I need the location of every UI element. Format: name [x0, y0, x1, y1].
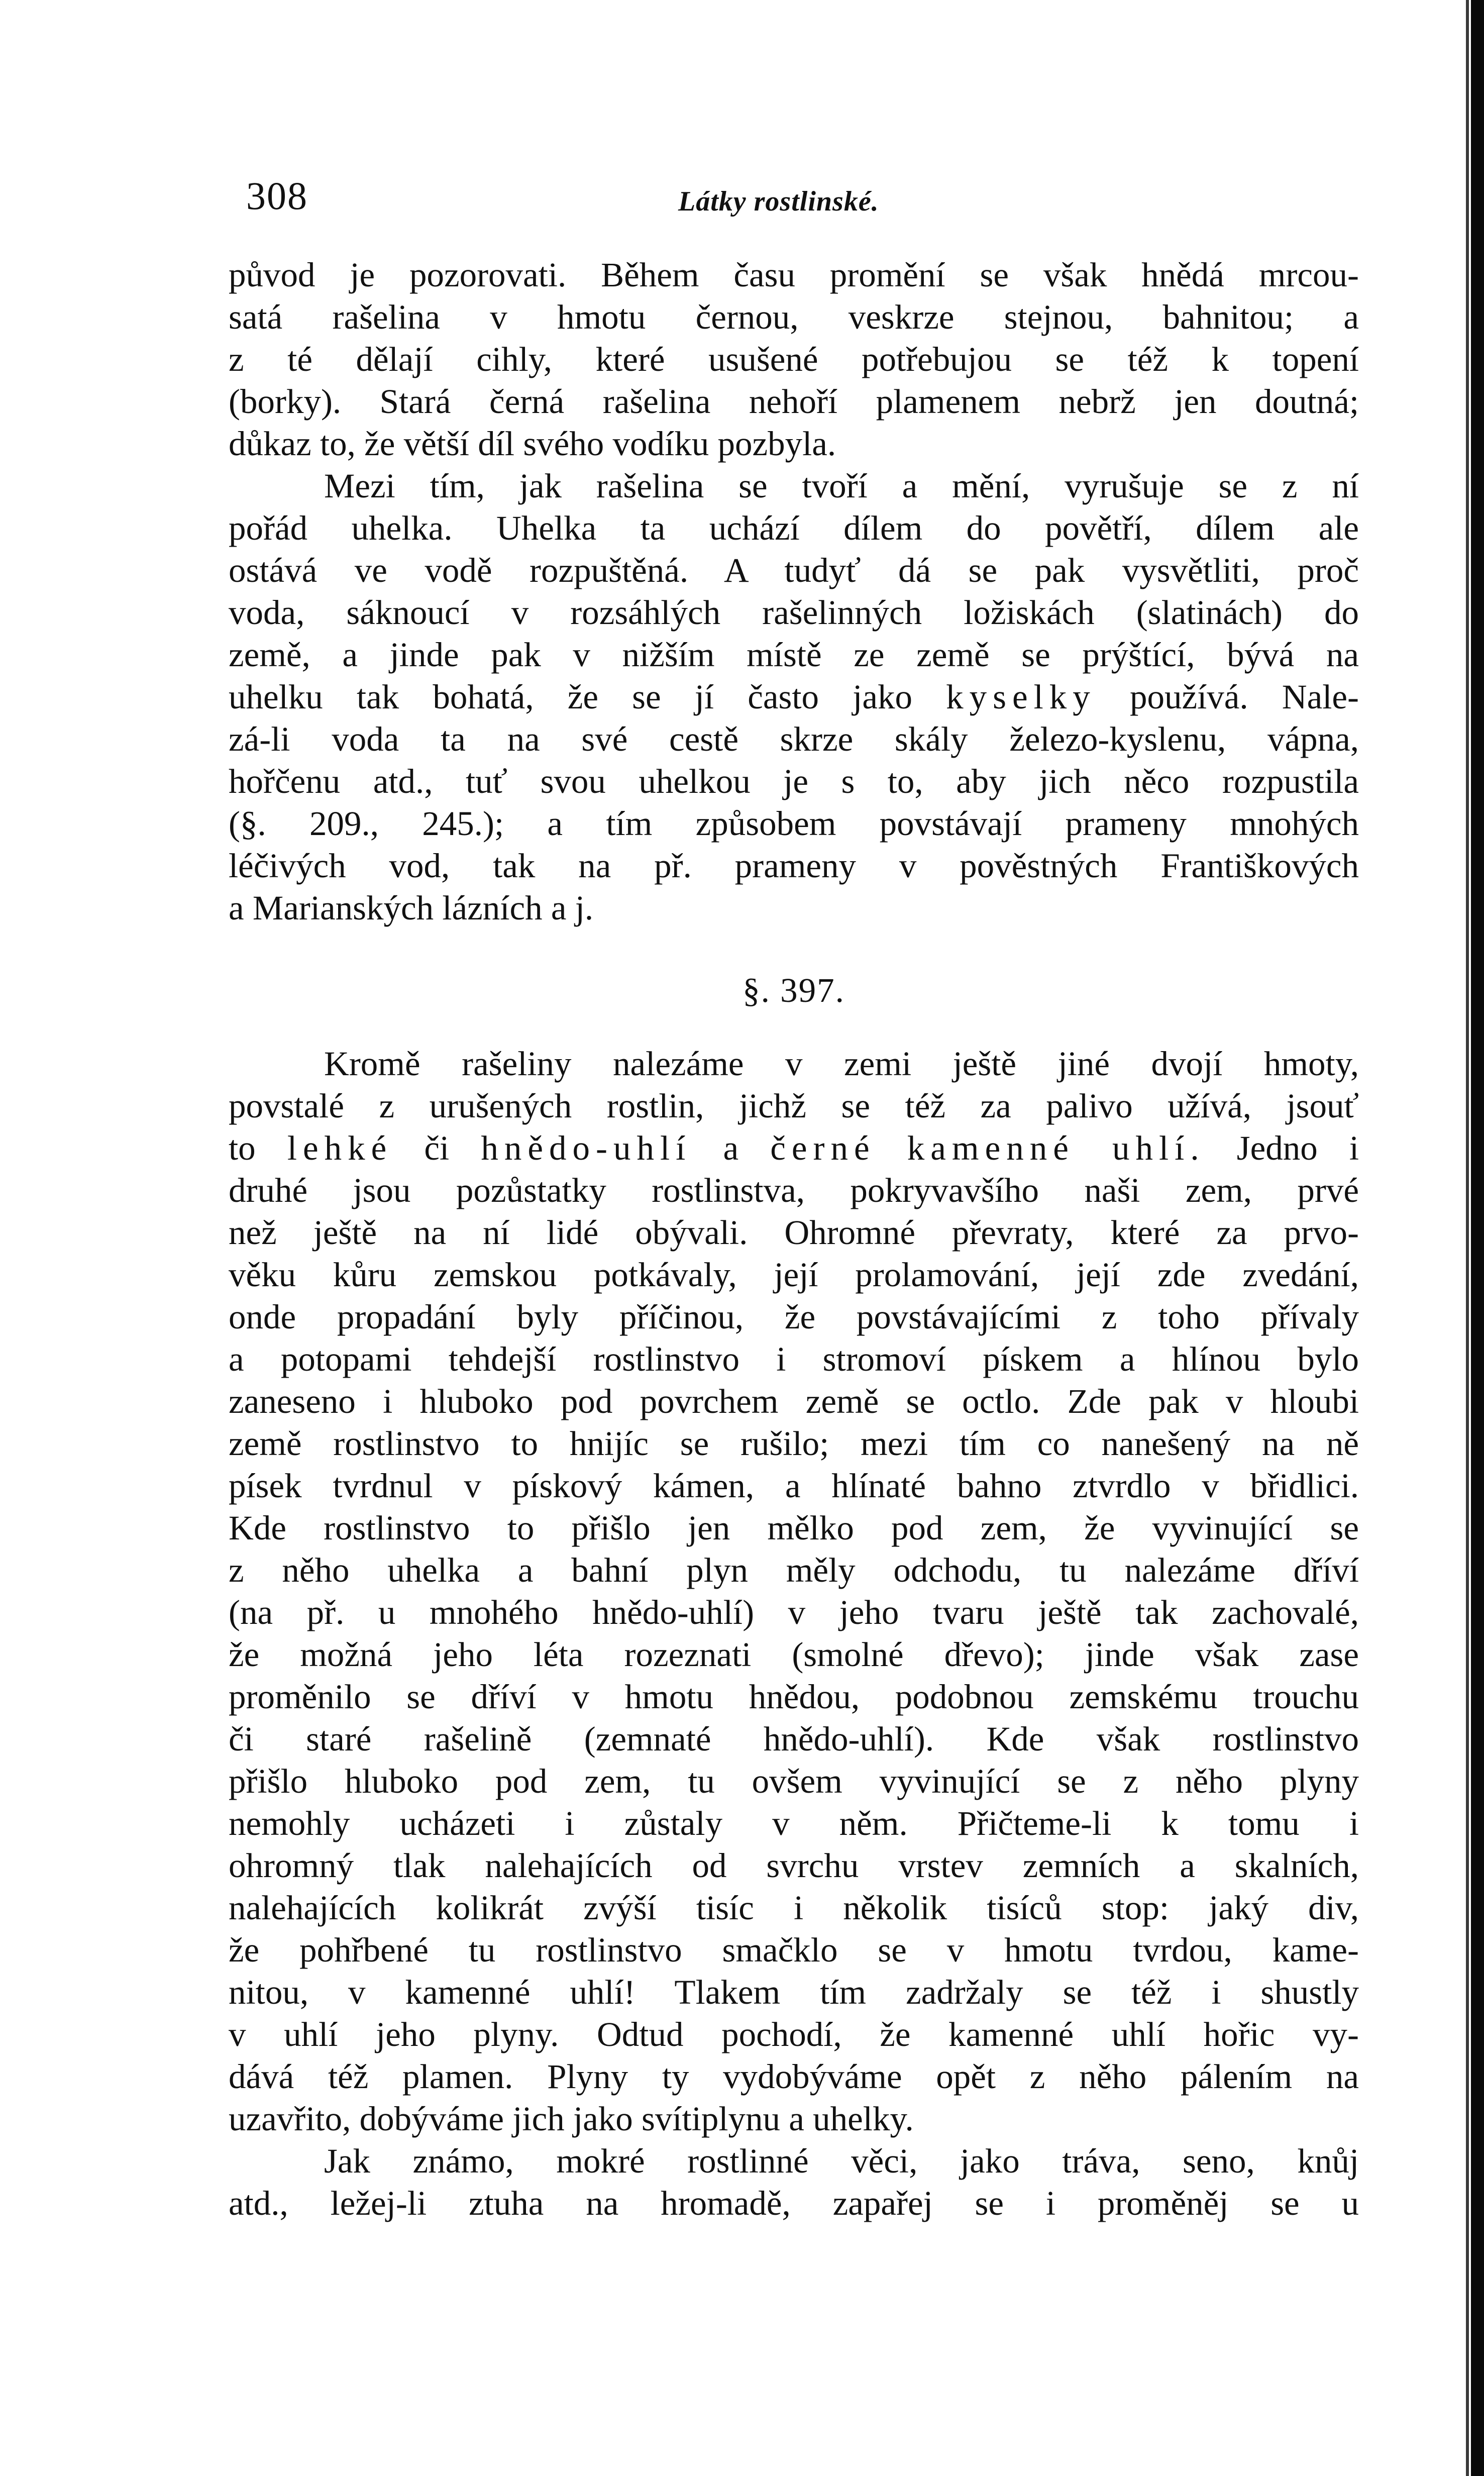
text-line: Mezi tím, jak rašelina se tvoří a mění, vyrušuje se z ní: [324, 467, 1359, 505]
text-line: ohromný tlak nalehajících od svrchu vrstev zemních a skalních,: [229, 1846, 1359, 1885]
text-fragment: Nale-: [1282, 678, 1359, 716]
text-line: voda, sáknoucí v rozsáhlých rašelinných ložiskách (slatinách) do: [229, 593, 1359, 632]
text-line: a Marianských lázních a j.: [229, 889, 594, 927]
page-number: 308: [246, 174, 308, 218]
text-line-mixed: [229, 676, 1359, 718]
text-line: nalehajících kolikrát zvýší tisíc i několik tisíců stop: jaký div,: [229, 1889, 1359, 1927]
text-fragment: a: [723, 1129, 739, 1167]
body-text: [229, 254, 1359, 2224]
text-line: druhé jsou pozůstatky rostlinstva, pokryvavšího naši zem, prvé: [229, 1171, 1359, 1209]
text-line: písek tvrdnul v pískový kámen, a hlínaté bahno ztvrdlo v břidlici.: [229, 1467, 1359, 1505]
text-line: země, a jinde pak v nižším místě ze země se prýštící, bývá na: [229, 636, 1359, 674]
text-line: satá rašelina v hmotu černou, veskrze stejnou, bahnitou; a: [229, 298, 1359, 336]
text-line: léčivých vod, tak na př. prameny v pověstných Františkových: [229, 847, 1359, 885]
text-line: Kde rostlinstvo to přišlo jen mělko pod zem, že vyvinující se: [229, 1509, 1359, 1547]
emphasis-kyselky: kyselky: [946, 678, 1096, 716]
text-fragment: Jedno i: [1236, 1129, 1359, 1167]
emphasis-hnedo-uhli: hnědo-uhlí: [481, 1129, 692, 1167]
emphasis-cerne: černé: [770, 1129, 876, 1167]
paragraph-2: [229, 465, 1359, 929]
text-line: dává též plamen. Plyny ty vydobýváme opět z něho pálením na: [229, 2057, 1359, 2096]
text-line: z něho uhelka a bahní plyn měly odchodu, tu nalezáme dříví: [229, 1551, 1359, 1589]
emphasis-kamenne-uhli: kamenné uhlí.: [907, 1129, 1205, 1167]
text-fragment: uhelku tak bohatá, že se jí často jako: [229, 678, 912, 716]
text-line: že pohřbené tu rostlinstvo smačklo se v hmotu tvrdou, kame-: [229, 1931, 1359, 1969]
text-line: důkaz to, že větší díl svého vodíku pozbyla.: [229, 425, 836, 463]
paragraph-1: [229, 254, 1359, 465]
text-line: přišlo hluboko pod zem, tu ovšem vyvinující se z něho plyny: [229, 1762, 1359, 1800]
text-line: atd., ležej-li ztuha na hromadě, zapařej se i proměněj se u: [229, 2184, 1359, 2222]
text-line: (§. 209., 245.); a tím způsobem povstávají prameny mnohých: [229, 804, 1359, 843]
text-line: hořčenu atd., tuť svou uhelkou je s to, aby jich něco rozpustila: [229, 762, 1359, 800]
paragraph-3: [229, 1043, 1359, 2140]
text-line: země rostlinstvo to hnijíc se rušilo; mezi tím co nanešený na ně: [229, 1424, 1359, 1463]
text-line: Kromě rašeliny nalezáme v zemi ještě jiné dvojí hmoty,: [324, 1045, 1359, 1083]
text-fragment: to: [229, 1129, 256, 1167]
text-line: a potopami tehdejší rostlinstvo i stromoví pískem a hlínou bylo: [229, 1340, 1359, 1378]
text-line: z té dělají cihly, které usušené potřebujou se též k topení: [229, 340, 1359, 378]
text-line: povstalé z urušených rostlin, jichž se též za palivo užívá, jsouť: [229, 1087, 1359, 1125]
text-fragment: používá.: [1129, 678, 1248, 716]
running-title: Látky rostlinské.: [678, 186, 879, 217]
text-line: původ je pozorovati. Během času promění se však hnědá mrcou-: [229, 256, 1359, 294]
text-line-mixed: [229, 1127, 1359, 1169]
scan-edge-shadow: [1471, 0, 1484, 2476]
paragraph-4: [229, 2140, 1359, 2224]
text-line: pořád uhelka. Uhelka ta uchází dílem do povětří, dílem ale: [229, 509, 1359, 547]
scan-edge-line: [1466, 0, 1469, 2476]
text-line: věku kůru zemskou potkávaly, její prolamování, její zde zvedání,: [229, 1256, 1359, 1294]
text-line: zaneseno i hluboko pod povrchem země se octlo. Zde pak v hloubi: [229, 1382, 1359, 1420]
text-fragment: či: [424, 1129, 450, 1167]
text-line: ostává ve vodě rozpuštěná. A tudyť dá se pak vysvětliti, proč: [229, 551, 1359, 589]
text-line: Jak známo, mokré rostlinné věci, jako tráva, seno, knůj: [324, 2142, 1359, 2180]
text-line: nitou, v kamenné uhlí! Tlakem tím zadržaly se též i shustly: [229, 1973, 1359, 2011]
text-line: zá-li voda ta na své cestě skrze skály železo-kyslenu, vápna,: [229, 720, 1359, 758]
page-header: [246, 173, 1364, 219]
text-line: či staré rašelině (zemnaté hnědo-uhlí). Kde však rostlinstvo: [229, 1720, 1359, 1758]
text-line: uzavřito, dobýváme jich jako svítiplynu a uhelky.: [229, 2100, 914, 2138]
text-line: (na př. u mnohého hnědo-uhlí) v jeho tvaru ještě tak zachovalé,: [229, 1593, 1359, 1631]
emphasis-lehke: lehké: [287, 1129, 393, 1167]
text-line: v uhlí jeho plyny. Odtud pochodí, že kamenné uhlí hořic vy-: [229, 2015, 1359, 2053]
section-heading: §. 397.: [743, 971, 845, 1009]
text-line: než ještě na ní lidé obývali. Ohromné převraty, které za prvo-: [229, 1213, 1359, 1252]
text-line: onde propadání byly příčinou, že povstávajícími z toho přívaly: [229, 1298, 1359, 1336]
text-line: proměnilo se dříví v hmotu hnědou, podobnou zemskému trouchu: [229, 1678, 1359, 1716]
text-line: že možná jeho léta rozeznati (smolné dřevo); jinde však zase: [229, 1635, 1359, 1674]
text-line: (borky). Stará černá rašelina nehoří plamenem nebrž jen doutná;: [229, 382, 1359, 421]
text-line: nemohly ucházeti i zůstaly v něm. Přičteme-li k tomu i: [229, 1804, 1359, 1842]
